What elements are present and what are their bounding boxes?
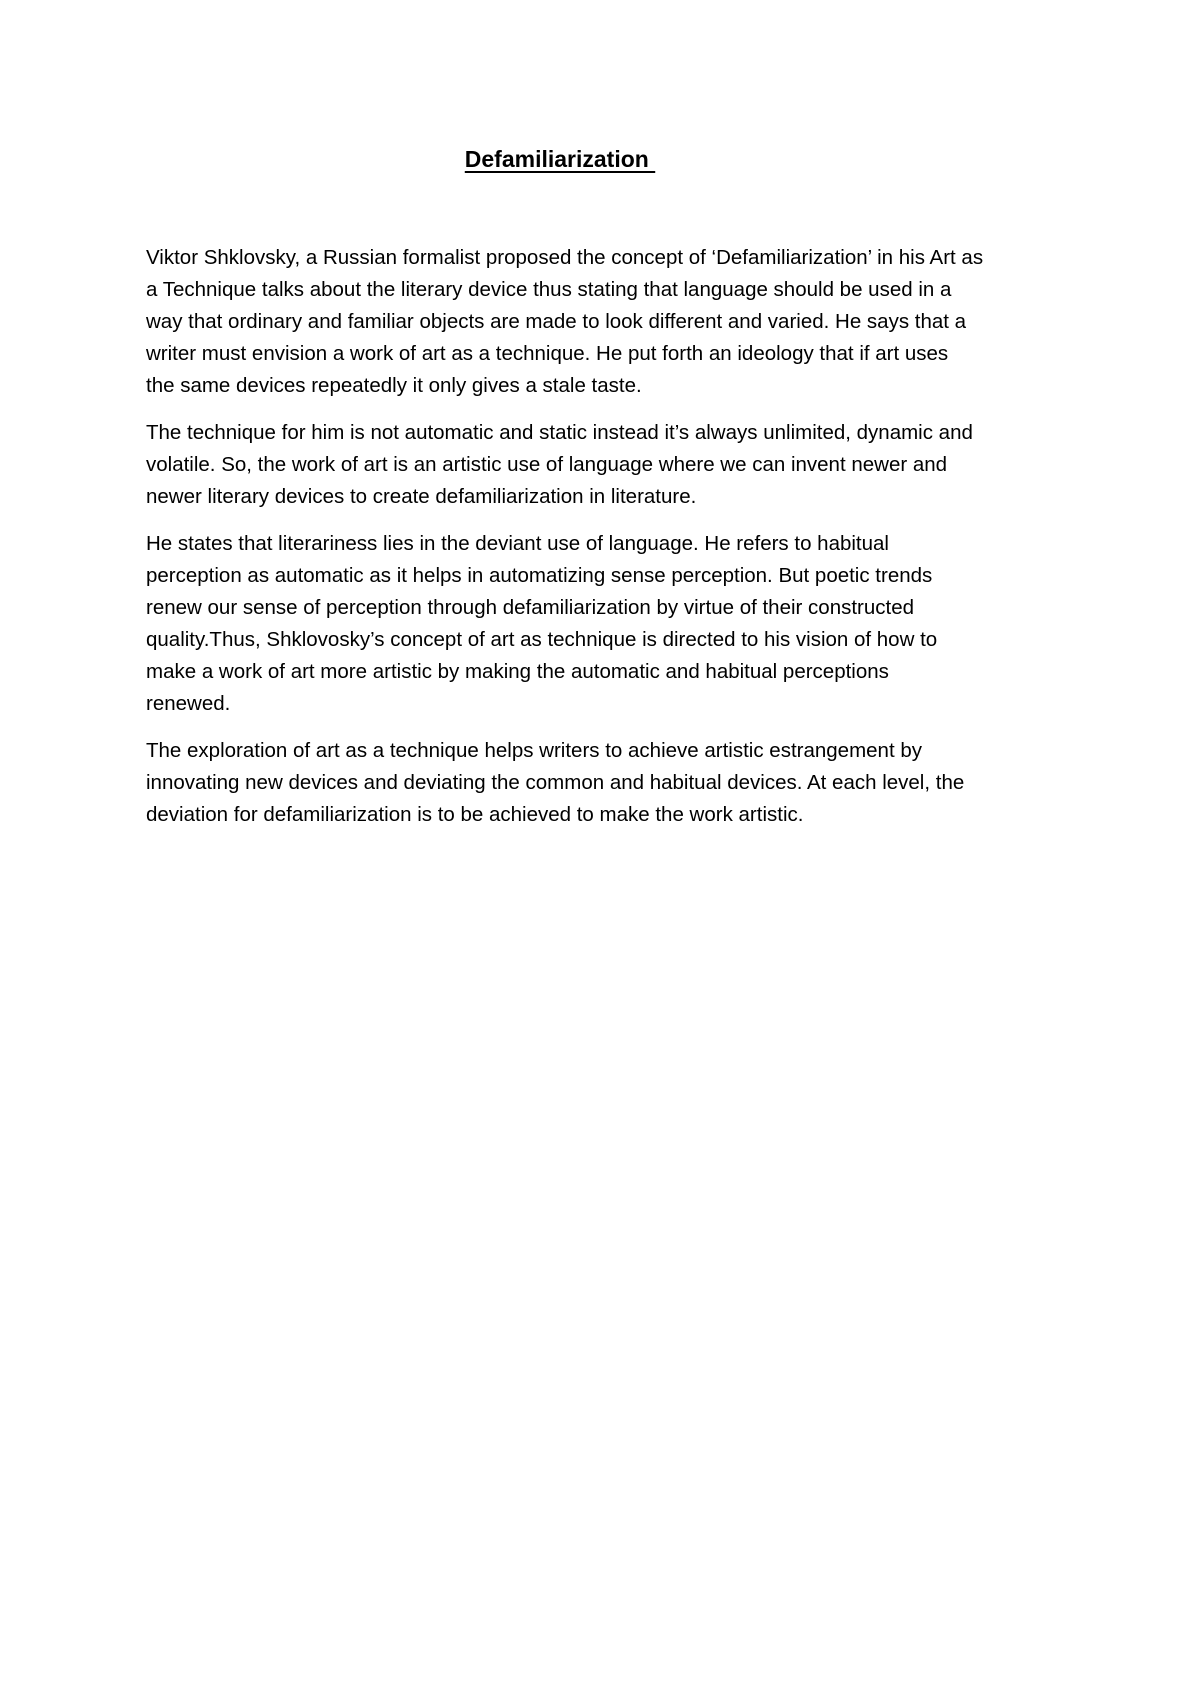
text-line: innovating new devices and deviating the common and habitual devices. At each level, the [146,771,965,794]
document-body [146,242,1076,846]
text-line: He states that literariness lies in the deviant use of language. He refers to habitual [146,532,889,555]
text-line: the same devices repeatedly it only gives a stale taste. [146,374,642,397]
paragraph-4 [146,735,1076,831]
text-line: The technique for him is not automatic and static instead it’s always unlimited, dynamic and [146,421,973,444]
paragraph-2 [146,417,1076,513]
text-line: volatile. So, the work of art is an artistic use of language where we can invent newer and [146,453,948,476]
text-line: perception as automatic as it helps in automatizing sense perception. But poetic trends [146,564,933,587]
text-line: renewed. [146,692,231,715]
text-line: a Technique talks about the literary device thus stating that language should be used in a [146,278,952,301]
text-line: way that ordinary and familiar objects are made to look different and varied. He says that a [146,310,967,333]
paragraph-1 [146,242,1076,402]
text-line: Viktor Shklovsky, a Russian formalist proposed the concept of ‘Defamiliarization’ in his Art as [146,246,984,269]
text-line: newer literary devices to create defamiliarization in literature. [146,485,697,508]
text-line: renew our sense of perception through defamiliarization by virtue of their constructed [146,596,915,619]
text-line: make a work of art more artistic by making the automatic and habitual perceptions [146,660,889,683]
text-line: deviation for defamiliarization is to be achieved to make the work artistic. [146,803,804,826]
text-line: The exploration of art as a technique helps writers to achieve artistic estrangement by [146,739,922,762]
paragraph-3 [146,528,1076,720]
text-line: writer must envision a work of art as a technique. He put forth an ideology that if art uses [146,342,949,365]
page-title: Defamiliarization [464,146,656,172]
text-line: quality.Thus, Shklovosky’s concept of art as technique is directed to his vision of how to [146,628,938,651]
